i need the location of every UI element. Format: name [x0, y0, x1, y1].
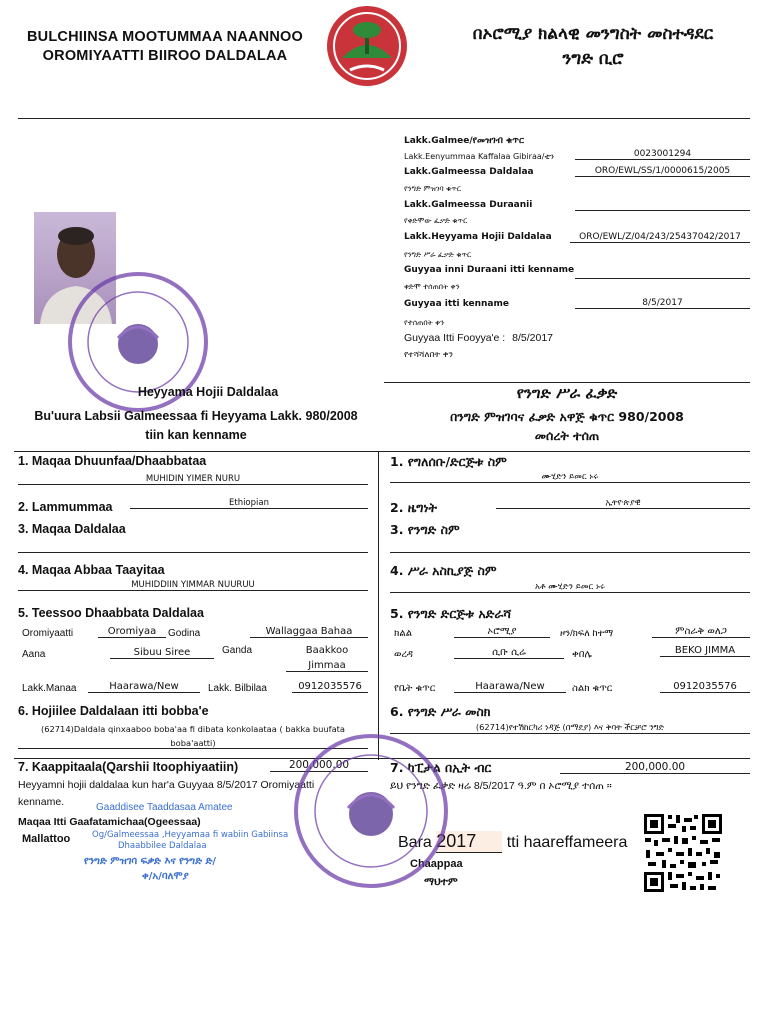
- tin-value: 0023001294: [575, 149, 750, 160]
- issue-label: Guyyaa itti kenname: [404, 299, 509, 309]
- om-zone-label: Godina: [168, 628, 201, 639]
- f4-am-value: አቶ ሙሂድን ይመር ኑሩ: [390, 582, 750, 593]
- header-left-line1: BULCHIINSA MOOTUMMAA NAANNOO: [27, 29, 303, 45]
- f3-am-label: 3. የንግድ ስም: [390, 522, 460, 537]
- reg-no-label: Lakk.Galmee/የመዝገብ ቁጥር: [404, 136, 524, 146]
- om-zone-value: Wallaggaa Bahaa: [250, 626, 368, 638]
- f7-om-label: 7. Kaappitaala(Qarshii Itoophiyaatiin): [18, 760, 239, 774]
- f5-om-label: 5. Teessoo Dhaabbata Daldalaa: [18, 606, 204, 620]
- header-right-title: [438, 22, 748, 72]
- am-region-label: ክልል: [394, 628, 413, 639]
- official-label: Maqaa Itti Gaafatamichaa(Ogeessaa): [18, 816, 201, 828]
- renewal-year: 2017: [436, 831, 502, 853]
- renewal-suffix: tti haareffameera: [506, 834, 628, 851]
- center-divider: [378, 452, 379, 760]
- am-region-value: ኦሮሚያ: [454, 626, 550, 638]
- f6-om-label: 6. Hojiilee Daldalaan itti bobba'e: [18, 704, 209, 718]
- f5-am-label: 5. የንግድ ድርጅቱ አድራሻ: [390, 606, 512, 621]
- am-woreda-label: ወረዳ: [394, 649, 413, 660]
- official-stamp-bottom: [294, 734, 448, 888]
- f2-om-label: 2. Lammummaa: [18, 500, 113, 514]
- am-house-label: የቤት ቁጥር: [394, 683, 436, 694]
- f3-om-label: 3. Maqaa Daldalaa: [18, 522, 126, 536]
- f4-am-label: 4. ሥራ አስኪያጅ ስም: [390, 563, 497, 578]
- renew-sub: የተሻሻለበት ቀን: [404, 350, 453, 360]
- renewal-prefix: Bara: [398, 834, 432, 851]
- perm-reg-label: Lakk.Galmeessa Duraanii: [404, 200, 533, 210]
- f4-om-value: MUHIDDIIN YIMMAR NUURUU: [18, 580, 368, 591]
- issue-sub: የተሰጠበት ቀን: [404, 318, 445, 327]
- f3-om-value-line: [18, 552, 368, 553]
- stamp-emblem-icon: [298, 738, 444, 884]
- am-zone-label: ዞን/ክፍለ ከተማ: [560, 628, 614, 639]
- issue-value: 8/5/2017: [575, 298, 750, 309]
- title-divider: [384, 382, 750, 383]
- f2-am-label: 2. ዜግነት: [390, 500, 437, 515]
- am-house-value: Haarawa/New: [454, 681, 566, 693]
- valid-am: ይህ የንግድ ፈቃድ ዛሬ 8/5/2017 ዓ.ም በ ኦሮሚያ ተሰጠ ።: [390, 780, 612, 792]
- office-blue-am-2: ቀ/አ/ባለሞያ: [142, 871, 189, 882]
- f1-om-value: MUHIDIN YIMER NURU: [18, 474, 368, 485]
- om-region-label: Oromiyaatti: [22, 628, 74, 639]
- om-woreda-label: Aana: [22, 649, 46, 660]
- basis-om-2: tiin kan kenname: [145, 428, 247, 442]
- header-right-line2: ንግድ ቢሮ: [562, 49, 624, 69]
- license-no-value: ORO/EWL/Z/04/243/25437042/2017: [570, 232, 750, 243]
- f6-am-value: (62714)የተሽከርካሪ ነዳጅ (በማደያ) እና ቅባት ችርቻሮ ንግድ: [390, 722, 750, 734]
- seal-am-label: ማህተም: [424, 876, 458, 888]
- f7-am-label: 7. ካፒታል በኢት ብር: [390, 760, 492, 775]
- title-om: Heyyama Hojii Daldalaa: [137, 385, 279, 399]
- f6-om-value-2: boba'aatti): [18, 738, 368, 749]
- om-phone-label: Lakk. Bilbilaa: [208, 683, 267, 694]
- f2-am-value: ኢትዮጵያዊ: [496, 498, 750, 509]
- f7-am-value: 200,000.00: [560, 761, 750, 774]
- f6-om-value-1: (62714)Daldala qinxaaboo boba'aa fi dibata konkolaataa ( bakka buufata: [40, 724, 346, 734]
- om-kebele-value-1: Baakkoo: [305, 645, 349, 656]
- header-right-line1: በኦሮሚያ ክልላዊ መንግስት መስተዳደር: [472, 24, 714, 44]
- fields-top-divider: [14, 451, 750, 452]
- am-kebele-value: BEKO JIMMA: [660, 645, 750, 657]
- f3-am-value-line: [390, 552, 750, 553]
- renew-label: [404, 332, 553, 344]
- am-woreda-value: ሲቡ ሲሬ: [454, 647, 564, 659]
- oromia-emblem-icon: [322, 2, 412, 92]
- basis-om-1: Bu'uura Labsii Galmeessaa fi Heyyama Lakk. 980/2008: [34, 409, 358, 423]
- tin-label: Lakk.Eenyummaa Kaffalaa Gibiraa/ቲን: [404, 152, 555, 161]
- renew-value: 8/5/2017: [512, 332, 554, 344]
- om-kebele-value-2: Jimmaa: [286, 660, 368, 672]
- prev-issue-sub: ቀድሞ ተሰጠበት ቀን: [404, 282, 460, 291]
- om-region-value: Oromiyaa: [98, 626, 166, 638]
- am-phone-value: 0912035576: [660, 681, 750, 693]
- om-house-value: Haarawa/New: [88, 681, 200, 693]
- header-left-line2: OROMIYAATTI BIIROO DALDALAA: [42, 48, 288, 64]
- am-kebele-label: ቀበሌ: [572, 649, 592, 660]
- header-divider: [18, 118, 750, 119]
- f7-om-value: 200,000.00: [270, 759, 368, 772]
- f1-am-label: 1. የግለሰቡ/ድርጅቱ ስም: [390, 454, 507, 469]
- license-no-sub: የንግድ ሥራ ፈቃድ ቁጥር: [404, 250, 472, 259]
- om-woreda-value: Sibuu Siree: [110, 647, 214, 659]
- om-phone-value: 0912035576: [292, 681, 368, 693]
- f1-om-label: 1. Maqaa Dhuunfaa/Dhaabbataa: [18, 454, 207, 468]
- trade-reg-value: ORO/EWL/SS/1/0000615/2005: [575, 166, 750, 177]
- signature-label: Mallattoo: [22, 833, 71, 845]
- basis-am-1: በንግድ ምዝገባና ፈቃድ አዋጅ ቁጥር 980/2008: [450, 409, 684, 424]
- f6-am-label: 6. የንግድ ሥራ መስክ: [390, 704, 491, 719]
- om-house-label: Lakk.Manaa: [22, 683, 77, 694]
- office-blue-am-1: የንግድ ምዝገባ ፍቃድ እና የንግድ ድ/: [84, 856, 217, 867]
- valid-om-1: Heyyamni hojii daldalaa kun har'a Guyyaa 8/5/2017 Oromiyaatti: [18, 779, 315, 791]
- om-kebele-label: Ganda: [222, 645, 253, 656]
- am-zone-value: ምስራቅ ወለጋ: [652, 626, 750, 638]
- trade-reg-sub: የንግድ ምዝገባ ቁጥር: [404, 184, 461, 193]
- trade-reg-label: Lakk.Galmeessa Daldalaa: [404, 167, 534, 177]
- renew-label-text: Guyyaa Itti Fooyya'e :: [404, 332, 506, 344]
- f2-om-value: Ethiopian: [130, 498, 368, 509]
- perm-reg-sub: የቀድሞው ፈቃድ ቁጥር: [404, 216, 468, 225]
- f1-am-value: ሙሂድን ይመር ኑሩ: [390, 472, 750, 483]
- f4-om-label: 4. Maqaa Abbaa Taayitaa: [18, 563, 165, 577]
- prev-issue-value-line: [575, 278, 750, 279]
- license-no-label: Lakk.Heyyama Hojii Daldalaa: [404, 232, 552, 242]
- seal-om-label: Chaappaa: [410, 858, 463, 870]
- prev-issue-label: Guyyaa inni Duraani itti kenname: [404, 265, 575, 275]
- title-am: የንግድ ሥራ ፈቃድ: [516, 384, 618, 402]
- basis-am-2: መሰረት ተሰጠ: [534, 428, 600, 443]
- qr-code-icon: [642, 812, 724, 894]
- office-blue-3: Dhaabbilee Daldalaa: [118, 841, 207, 851]
- header-left-title: [20, 28, 310, 66]
- office-blue-2: Og/Galmeessaa ,Heyyamaa fi wabiin Gabiinsa: [92, 830, 289, 840]
- perm-reg-value-line: [575, 210, 750, 211]
- office-blue-1: Gaaddisee Taaddasaa Amatee: [96, 802, 233, 813]
- valid-om-2: kenname.: [18, 796, 65, 808]
- am-phone-label: ስልክ ቁጥር: [572, 683, 613, 694]
